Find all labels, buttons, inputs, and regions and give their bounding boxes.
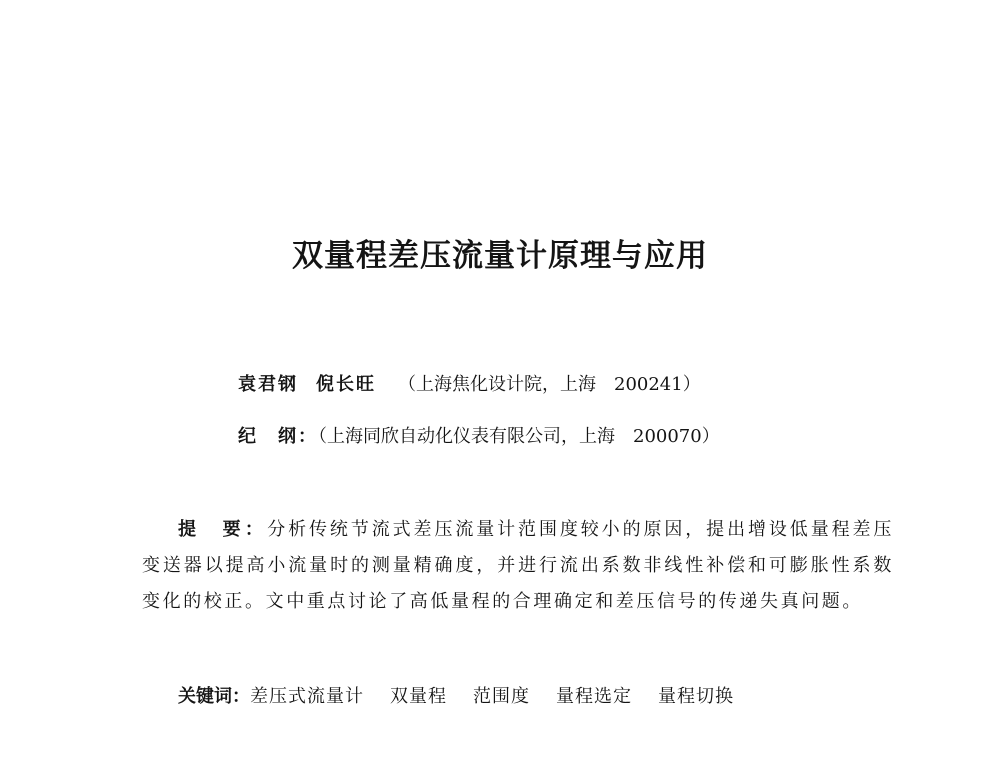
paper-title: 双量程差压流量计原理与应用 — [292, 238, 708, 274]
keyword-item: 量程切换 — [658, 686, 734, 707]
keyword-item: 差压式流量计 — [250, 686, 364, 707]
abstract-label: 提 要： — [178, 519, 268, 540]
keyword-item: 量程选定 — [556, 686, 632, 707]
abstract — [142, 512, 894, 620]
author-name-1: 袁君钢 — [238, 374, 298, 395]
author-affiliation-1: （上海焦化设计院，上海 200241） — [398, 374, 701, 395]
author-name-2: 倪长旺 — [316, 374, 376, 395]
author-affiliation-2: （上海同欣自动化仪表有限公司，上海 200070） — [318, 426, 720, 447]
abstract-text: 分析传统节流式差压流量计范围度较小的原因，提出增设低量程差压变送器以提高小流量时的测量精确度，并进行流出系数非线性补偿和可膨胀性系数变化的校正。文中重点讨论了高低量程的合理确定和差压信号的传递失真问题。 — [142, 519, 895, 612]
keyword-item: 双量程 — [390, 686, 447, 707]
author-line-2 — [238, 424, 720, 450]
author-line-1 — [238, 372, 701, 398]
author-name-3: 纪 纲： — [238, 426, 318, 447]
keyword-item: 范围度 — [473, 686, 530, 707]
keywords-label: 关键词： — [178, 686, 250, 707]
keywords — [178, 683, 760, 711]
